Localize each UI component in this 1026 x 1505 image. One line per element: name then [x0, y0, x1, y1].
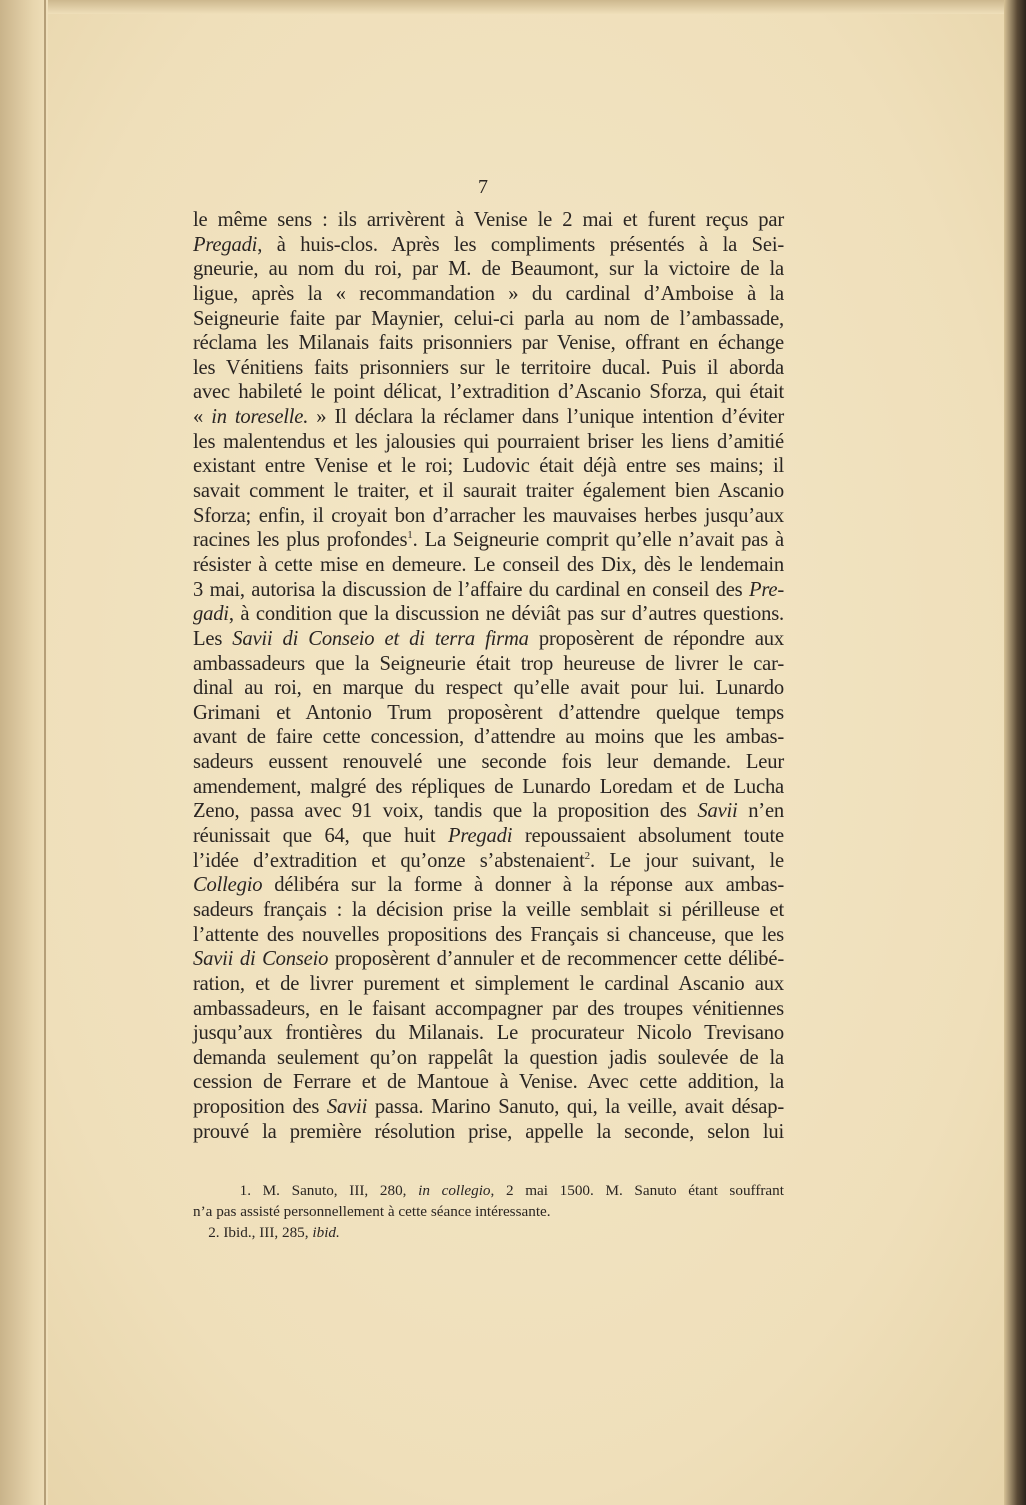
text-run: . Le jour suivant, le — [589, 849, 784, 872]
text-run: les malentendus et les jalousies qui pourraient briser les liens d’amitié — [193, 430, 784, 453]
text-run: proposition des — [193, 1096, 327, 1119]
text-run: racines les plus profondes — [193, 529, 408, 552]
text-line — [193, 627, 784, 652]
text-run: avec habileté le point délicat, l’extradition d’Ascanio Sforza, qui était — [193, 381, 784, 404]
text-line — [193, 504, 784, 529]
text-line — [193, 307, 784, 332]
text-line — [193, 380, 784, 405]
text-run: cession de Ferrare et de Mantoue à Venise. Avec cette addition, la — [193, 1071, 784, 1094]
text-line — [193, 1070, 784, 1095]
text-line — [193, 997, 784, 1022]
italic-text: in toreselle. — [211, 406, 309, 429]
italic-text: Pre- — [748, 578, 784, 601]
text-run: n’a pas assisté personnellement à cette séance intéressante. — [193, 1202, 551, 1220]
text-line — [193, 947, 784, 972]
text-run: passa. Marino Sanuto, qui, la veille, avait désap- — [367, 1096, 784, 1119]
text-run: Seigneurie faite par Maynier, celui-ci parla au nom de l’ambassade, — [193, 307, 784, 330]
text-line — [193, 553, 784, 578]
text-run: prouvé la première résolution prise, appelle la seconde, selon lui — [193, 1120, 784, 1143]
text-run: , à condition que la discussion ne déviât pas sur d’autres questions. — [228, 603, 784, 626]
text-line — [193, 356, 784, 381]
text-line — [193, 725, 784, 750]
italic-text: gadi — [193, 603, 229, 626]
footnote-ref: 1 — [407, 529, 413, 542]
text-line — [193, 257, 784, 282]
text-line — [193, 233, 784, 258]
text-run: sadeurs français : la décision prise la veille semblait si périlleuse et — [193, 898, 784, 921]
text-line — [193, 578, 784, 603]
text-run: existant entre Venise et le roi; Ludovic était déjà entre ses mains; il — [193, 455, 784, 478]
text-run: résister à cette mise en demeure. Le conseil des Dix, dès le lendemain — [193, 553, 784, 576]
text-run: avant de faire cette concession, d’attendre au moins que les ambas- — [193, 726, 784, 749]
text-line — [193, 775, 784, 800]
page-left-edge — [0, 0, 48, 1505]
text-run: savait comment le traiter, et il saurait traiter également bien Ascanio — [193, 480, 784, 503]
text-line — [193, 923, 784, 948]
text-run: ambassadeurs que la Seigneurie était trop heureuse de livrer le car- — [193, 652, 784, 675]
text-run: Sforza; enfin, il croyait bon d’arracher les mauvaises herbes jusqu’aux — [193, 504, 784, 527]
text-line — [193, 750, 784, 775]
text-run: les Vénitiens faits prisonniers sur le territoire ducal. Puis il aborda — [193, 356, 784, 379]
footnote-line — [193, 1223, 784, 1244]
text-run: délibéra sur la forme à donner à la réponse aux ambas- — [262, 874, 784, 897]
italic-text: Savii di Conseio et di terra firma — [232, 627, 529, 650]
text-run: le même sens : ils arrivèrent à Venise le 2 mai et furent reçus par — [193, 209, 784, 231]
text-line — [193, 652, 784, 677]
text-run: l’idée d’extradition et qu’onze s’abstenaient — [193, 849, 585, 872]
text-run: demanda seulement qu’on rappelât la question jadis soulevée de la — [193, 1046, 784, 1069]
text-run: jusqu’aux frontières du Milanais. Le procurateur Nicolo Trevisano — [193, 1022, 784, 1045]
text-run: réclama les Milanais faits prisonniers par Venise, offrant en échange — [193, 332, 784, 355]
page-top-edge — [48, 0, 1004, 14]
page-number: 7 — [478, 176, 488, 198]
text-run: ligue, après la « recommandation » du cardinal d’Amboise à la — [193, 282, 784, 305]
text-line — [193, 701, 784, 726]
text-run: sadeurs eussent renouvelé une seconde fois leur demande. Leur — [193, 751, 784, 774]
text-line — [193, 479, 784, 504]
text-line — [193, 849, 784, 874]
text-run: ambassadeurs, en le faisant accompagner par des troupes vénitiennes — [193, 997, 784, 1020]
text-run: Les — [193, 627, 233, 650]
text-line — [193, 1095, 784, 1120]
text-line — [193, 1021, 784, 1046]
italic-text: Pregadi — [448, 825, 513, 848]
footnotes — [193, 1181, 784, 1243]
italic-text: ibid. — [312, 1223, 340, 1241]
text-line — [193, 405, 784, 430]
text-run: , 2 mai 1500. M. Sanuto étant souffrant — [490, 1182, 784, 1199]
text-line — [193, 454, 784, 479]
text-run: , à huis-clos. Après les compliments présentés à la Sei- — [257, 233, 784, 256]
footnote-line — [193, 1202, 784, 1223]
text-run: repoussaient absolument toute — [512, 825, 784, 848]
italic-text: Pregadi — [193, 233, 258, 256]
text-run: . La Seigneurie comprit qu’elle n’avait pas à — [412, 529, 784, 552]
text-line — [193, 873, 784, 898]
footnote-ref: 2 — [584, 849, 590, 862]
text-line — [193, 1046, 784, 1071]
italic-text: Savii — [326, 1096, 368, 1119]
text-line — [193, 1120, 784, 1145]
italic-text: Savii — [697, 800, 738, 823]
text-line — [193, 898, 784, 923]
text-run: n’en — [737, 800, 784, 823]
text-run: réunissait que 64, que huit — [193, 825, 449, 848]
page-right-edge — [1004, 0, 1026, 1505]
text-run: Zeno, passa avec 91 voix, tandis que la proposition des — [193, 800, 698, 823]
text-run: proposèrent d’annuler et de recommencer cette délibé- — [328, 948, 784, 971]
text-line — [193, 331, 784, 356]
footnote-line — [193, 1181, 784, 1202]
text-run: dinal au roi, en marque du respect qu’elle avait pour lui. Lunardo — [193, 677, 784, 700]
italic-text: Collegio — [193, 874, 263, 897]
text-run: gneurie, au nom du roi, par M. de Beaumont, sur la victoire de la — [193, 258, 784, 281]
text-line — [193, 676, 784, 701]
text-run: 3 mai, autorisa la discussion de l’affaire du cardinal en conseil des — [193, 578, 749, 601]
italic-text: Savii di Conseio — [193, 948, 329, 971]
text-line — [193, 824, 784, 849]
text-line — [193, 208, 784, 233]
text-run: amendement, malgré des répliques de Lunardo Loredam et de Lucha — [193, 775, 784, 798]
text-run: » Il déclara la réclamer dans l’unique intention d’éviter — [308, 406, 784, 429]
text-run: Grimani et Antonio Trum proposèrent d’attendre quelque temps — [193, 701, 784, 724]
italic-text: in collegio — [418, 1182, 491, 1199]
text-run: « — [193, 406, 212, 429]
text-line — [193, 282, 784, 307]
text-run: ration, et de livrer purement et simplement le cardinal Ascanio aux — [193, 972, 784, 995]
text-line — [193, 799, 784, 824]
text-line — [193, 972, 784, 997]
text-run: 2. Ibid., III, 285, — [193, 1223, 313, 1241]
text-line — [193, 602, 784, 627]
text-run: proposèrent de répondre aux — [528, 627, 785, 650]
body-text — [193, 208, 784, 1144]
text-line — [193, 528, 784, 553]
text-line — [193, 430, 784, 455]
text-run: 1. M. Sanuto, III, 280, — [193, 1182, 419, 1199]
text-run: l’attente des nouvelles propositions des Français si chanceuse, que les — [193, 923, 784, 946]
